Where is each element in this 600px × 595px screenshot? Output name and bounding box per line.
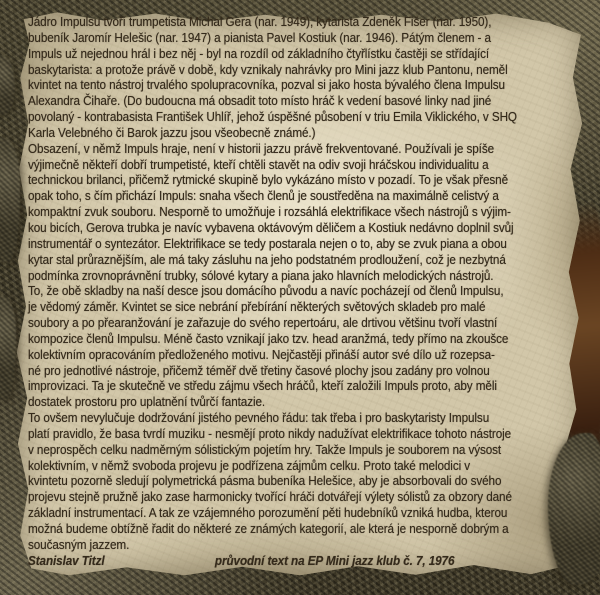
rock-overhang-left-upper — [0, 138, 20, 263]
text-line: To, že obě skladby na naší desce jsou domácího původu a navíc pocházejí od členů Impulsu, — [28, 284, 504, 299]
text-line: projevu stejně pružně jako zase harmonicky tvořící hráči dotvářejí výlety sólistů za obzory dané — [28, 490, 512, 505]
text-line: opak toho, s čím přichází Impuls: snaha všech členů je soustředěna na maximálně celistvý a — [28, 189, 499, 204]
text-line: instrumentář o syntezátor. Elektrifikace se tedy postarala nejen o to, aby se zvuk piana a obou — [28, 236, 507, 251]
text-line: kvintet na tento nástroj trvalého spolupracovníka, pozval si jako hosta bývalého člena Impulsu — [28, 78, 505, 93]
liner-notes-text — [28, 15, 600, 570]
text-line: soubory a po přearanžování je zařazuje do svého repertoáru, ale drtivou většinu tvoří vlastní — [28, 316, 498, 331]
text-line: Impuls už nejednou hrál i bez něj - byl na rozdíl od základního čtyřlístku častěji se střídající — [28, 46, 490, 61]
author-name: Stanislav Titzl — [28, 553, 105, 568]
text-line: v neprospěch celku nadměrným sólistickým pojetím hry. Takže Impuls je souborem na výsost — [28, 442, 502, 457]
text-line: povolaný - kontrabasista František Uhlíř, jehož úspěšné působení v triu Emila Viklického, v SHQ — [28, 110, 517, 125]
text-line: Alexandra Čihaře. (Do budoucna má obsadit toto místo hráč k vedení basové linky nad jiné — [28, 94, 492, 109]
text-line: základní instrumentací. A tak ze vzájemného porozumění pěti hudebníků vzniká hudba, kterou — [28, 506, 508, 521]
text-line: Obsazení, v němž Impuls hraje, není v historii jazzu právě frekventované. Používali je spíše — [28, 141, 495, 156]
text-line: baskytarista: a protože právě v době, kdy vznikaly nahrávky pro Mini jazz klub Pantonu, neměl — [28, 62, 508, 77]
text-line: kytar stal průraznějším, ale má taky zásluhu na jeho podstatném prodloužení, což je nezbytná — [28, 252, 506, 267]
text-line: Karla Velebného či Barok jazzu jsou všeobecně známé.) — [28, 125, 316, 140]
text-line: kvintetu pozorně sledují polymetrická pásma bubeníka Helešice, aby je absorbovali do svého — [28, 474, 502, 489]
text-line: improvizaci. Ta je skutečně ve středu zájmu všech hráčů, kteří založili Impuls proto, aby měli — [28, 379, 497, 394]
text-line: To ovšem nevylučuje dodržování jistého pevného řádu: tak třeba i pro baskytaristy Impulsu — [28, 411, 490, 426]
credits-line — [28, 554, 600, 570]
text-line: platí pravidlo, že basa tvrdí muziku - nesmějí proto nikdy nadužívat elektrifikace tohoto nástroje — [28, 426, 512, 441]
text-line: kompaktní zvuk souboru. Nesporně to umožňuje i rozsáhlá elektrifikace všech nástrojů s výjim- — [28, 205, 511, 220]
text-line: bubeník Jaromír Helešic (nar. 1947) a pianista Pavel Kostiuk (nar. 1946). Pátým členem - a — [28, 30, 491, 45]
text-line: je vědomý záměr. Kvintet se sice nebrání přebírání některých světových skladeb pro malé — [28, 300, 486, 315]
text-line: né pro jednotlivé nástroje, přičemž téměř dvě třetiny časové plochy jsou zadány pro volnou — [28, 363, 490, 378]
text-line: současným jazzem. — [28, 537, 130, 552]
text-line: podmínka zrovnoprávnění trubky, sólové kytary a piana jako hlavních melodických nástrojů. — [28, 268, 494, 283]
text-line: kolektivním, v němž svoboda projevu je podřízena zájmům celku. Proto také melodici v — [28, 458, 471, 473]
text-line: Jádro Impulsu tvoří trumpetista Michal Gera (nar. 1949), kytarista Zdeněk Fišer (nar. 1950), — [28, 15, 492, 29]
rock-overhang-left-lower — [0, 295, 16, 400]
text-line: kolektivním opracováním předloženého motivu. Nejčastěji přináší autor své dílo už rozepsa- — [28, 347, 495, 362]
text-line: výjimečně někteří dobří trumpetisté, kteří chtěli stavět na odiv svoji hráčskou individualitu a — [28, 157, 489, 172]
text-line: dostatek prostoru pro uplatnění tvůrčí fantazie. — [28, 395, 266, 410]
text-line: technickou brilanci, přičemž rytmické skupině bylo vykázáno místo v pozadí. To je však přesně — [28, 173, 509, 188]
source-note: průvodní text na EP Mini jazz klub č. 7, 1976 — [214, 553, 455, 568]
text-line: možná budeme obtížně řadit do některé ze známých kategorií, ale která je nesporně dobrým a — [28, 522, 509, 536]
text-line: kou bicích, Gerova trubka je navíc vybavena oktávovým děličem a Kostiuk nedávno doplnil svůj — [28, 220, 514, 235]
text-line: kompozice členů Impulsu. Méně často vznikají jako tzv. head aranžmá, tedy přímo na zkoušce — [28, 331, 509, 346]
rock-overhang-left-top — [0, 55, 15, 115]
